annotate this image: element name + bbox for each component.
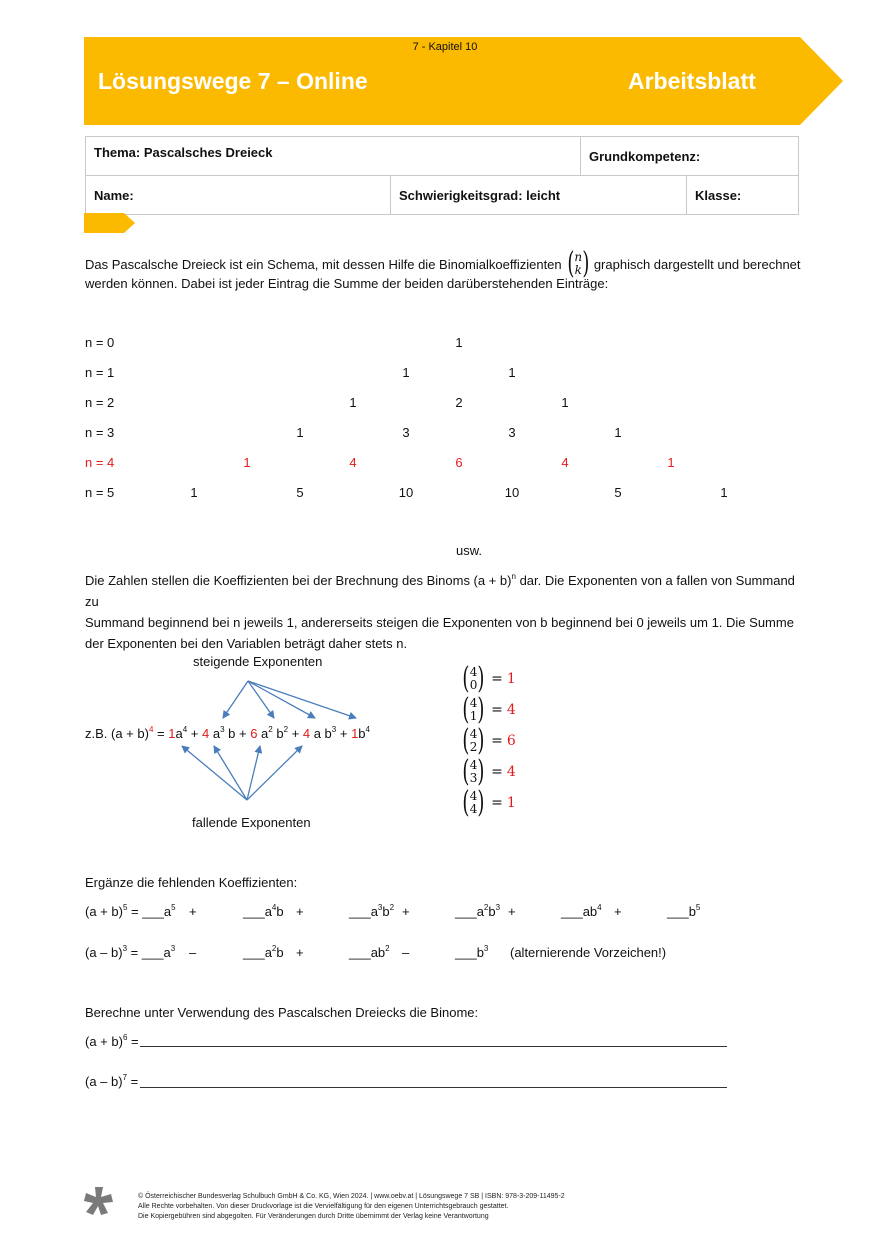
paren-right: ) [477,723,485,758]
etc-label: usw. [456,543,483,558]
triangle-entry: 2 [455,395,463,410]
name-cell: Name: [85,175,391,215]
topic-cell: Thema: Pascalsches Dreieck [85,136,581,176]
triangle-entry: 5 [614,485,622,500]
answer-line-1[interactable] [140,1046,727,1047]
footer-copyright: © Österreichischer Bundesverlag Schulbuch GmbH & Co. KG, Wien 2024. | www.oebv.at | Lösungswege 7 SB | ISBN: 978-3-209-11495-2 [138,1193,565,1200]
publisher-logo [84,1186,114,1216]
coef-0: 1 [168,726,176,741]
triangle-entry: 5 [296,485,304,500]
binom-stack [470,728,478,754]
triangle-entry: 1 [402,365,410,380]
ex1-row2-lhs: (a – b) [85,945,123,960]
triangle-row-label: n = 5 [85,485,115,500]
equals-sign: = [491,702,503,718]
coef-3: 4 [302,726,311,741]
binom-value: 1 [506,671,516,687]
paren-left: ( [462,723,470,758]
triangle-entry: 1 [561,395,569,410]
triangle-entry: 4 [561,455,569,470]
paren-left: ( [567,246,575,281]
triangle-entry: 10 [504,485,520,500]
paren-right: ) [477,661,485,696]
exercise1-row1: $(a + b)^5$ = $\_\_\_a^5$ [85,903,176,919]
ex1-row1-pow: 5 [122,903,128,912]
binom-stack [470,697,478,723]
intro-text-b: graphisch dargestellt und berechnet [593,256,801,272]
ex1-row1-lhs: (a + b) [85,904,123,919]
triangle-row-label: n = 0 [85,335,115,350]
triangle-entry: 1 [296,425,304,440]
triangle-entry: 6 [455,455,463,470]
alternating-sign-note: (alternierende Vorzeichen!) [510,945,667,960]
coef-1: 4 [202,726,210,741]
footer-fees: Die Kopiergebühren sind abgegolten. Für Veränderungen durch Dritte übernimmt der Verlag keine Verantwortung [138,1213,489,1220]
binom-k: 3 [469,771,478,785]
footer-rights: Alle Rechte vorbehalten. Von dieser Druckvorlage ist die Vervielfältigung für den eigenen Unterrichtsgebrauch gestattet. [138,1203,509,1210]
ex1-r2-blank-a2b[interactable]: $\_\_\_a^2b$ [243,944,284,960]
ex1-r2-blank-ab2[interactable]: $\_\_\_ab^2$ [349,944,390,960]
paren-left: ( [462,692,470,727]
ex1-r1-blank-b5[interactable]: $\_\_\_b^5$ [667,903,701,919]
triangle-row-label: n = 4 [85,455,115,470]
explanation-line-2: Summand beginnend bei n jeweils 1, andererseits steigen die Exponenten von b beginnend bei 0 jeweils um 1. Die Summe [85,615,794,630]
triangle-entry: 1 [349,395,357,410]
ex1-row2-pow: 3 [122,944,128,953]
answer-line-2[interactable] [140,1087,727,1088]
triangle-row-label: n = 1 [85,365,115,380]
intro-text-a: Das Pascalsche Dreieck ist ein Schema, mit dessen Hilfe die Binomialkoeffizienten [85,256,562,272]
competence-cell: Grundkompetenz: [580,136,799,176]
example-power: 4 [148,725,154,734]
ex1-r2-blank-b3[interactable]: $\_\_\_b^3$ [455,944,489,960]
binom-stack [470,666,478,692]
explanation-line-3: der Exponenten bei den Variablen beträgt daher stets n. [85,636,408,651]
class-cell: Klasse: [686,175,799,215]
triangle-row-label: n = 3 [85,425,115,440]
ex1-r2-minus-1: – [189,945,197,960]
rising-exponents-label: steigende Exponenten [193,654,323,669]
binom-n: 4 [469,789,478,803]
coef-2: 6 [250,726,258,741]
paren-right: ) [477,754,485,789]
triangle-entry: 1 [720,485,728,500]
ex1-r1-plus-3: + [402,904,410,919]
ex2-row2-pow: 7 [122,1073,128,1082]
binom-k: 4 [469,802,478,816]
binomial-coefficient [460,661,516,696]
triangle-entry: 4 [349,455,357,470]
equals-sign: = [491,733,503,749]
coef-4: 1 [351,726,359,741]
binom-n: 4 [469,696,478,710]
book-title: Lösungswege 7 – Online [98,68,368,94]
ex1-r1-plus-5: + [614,904,622,919]
binom-value: 4 [506,702,516,718]
ex1-r1-blank-a2b3[interactable]: $\_\_\_a^2b^3$ [455,903,501,919]
ex1-r1-plus-4: + [508,904,516,919]
intro-line-2: werden können. Dabei ist jeder Eintrag die Summe der beiden darüberstehenden Einträge: [85,276,609,291]
ex1-r1-blank-a3b2[interactable]: $\_\_\_a^3b^2$ [349,903,395,919]
binom-stack [470,790,478,816]
binomial-coefficient [460,692,516,727]
exercise1-row2: $(a - b)^3 = \_\_\_a^3$ [85,944,176,960]
expl-text-b: dar. Die Exponenten von a fallen von Summand zu [85,573,795,609]
triangle-entry: 1 [190,485,198,500]
triangle-entry: 1 [508,365,516,380]
ex1-r2-plus: + [296,945,304,960]
triangle-entry: 3 [508,425,516,440]
binomial-coefficient [460,723,516,758]
example-equation: z.B. $(a + b)^4 = 1a^4 + 4$ $a^3$ b + 6 $a^2$ $b^2 + 4$ a $b^3 + 1b^4$ [85,725,370,741]
binom-k: 0 [469,678,478,692]
falling-exponents-label: fallende Exponenten [192,815,311,830]
equals-sign: = [491,671,503,687]
triangle-row-label: n = 2 [85,395,115,410]
ex1-r1-blank-ab4[interactable]: $\_\_\_ab^4$ [561,903,602,919]
binom-top: n [574,250,583,264]
example-prefix: z.B. (a + b) [85,726,149,741]
paren-right: ) [477,692,485,727]
exercise2-instruction: Berechne unter Verwendung des Pascalschen Dreiecks die Binome: [85,1005,479,1020]
binom-value: 1 [506,795,516,811]
ex1-r2-minus-2: – [402,945,410,960]
equals-sign: = [491,795,503,811]
ex2-row2-lhs: (a – b) [85,1074,123,1089]
sheet-type: Arbeitsblatt [628,68,756,94]
triangle-entry: 1 [614,425,622,440]
binom-k: 2 [469,740,478,754]
binom-value: 6 [506,733,516,749]
paren-right: ) [477,785,485,820]
paren-right: ) [582,246,590,281]
ex1-r1-blank-a4b[interactable]: $\_\_\_a^4b$ [243,903,284,919]
ex1-r1-plus-2: + [296,904,304,919]
chapter-label: 7 - Kapitel 10 [412,41,478,53]
expl-text-a: Die Zahlen stellen die Koeffizienten bei der Brechnung des Binoms (a + b) [85,573,512,588]
binom-bottom: k [574,263,582,277]
binom-value: 4 [506,764,516,780]
exercise2-row1: $(a + b)^6$ = [85,1033,139,1049]
paren-left: ( [462,785,470,820]
equals-sign: = [491,764,503,780]
expl-sup: n [511,572,516,581]
ex2-row1-lhs: (a + b) [85,1034,123,1049]
binom-n: 4 [469,758,478,772]
ex2-row1-pow: 6 [122,1033,128,1042]
paren-left: ( [462,661,470,696]
paren-left: ( [462,754,470,789]
exercise2-row2: (a – b)$^7$ = [85,1073,139,1089]
ex1-r1-plus-1: + [189,904,197,919]
exercise1-instruction: Ergänze die fehlenden Koeffizienten: [85,875,298,890]
binom-n: 4 [469,727,478,741]
triangle-entry: 1 [667,455,675,470]
binom-stack [470,759,478,785]
triangle-entry: 3 [402,425,410,440]
binomial-coefficient [460,785,516,820]
triangle-entry: 1 [455,335,463,350]
triangle-entry: 1 [243,455,251,470]
binomial-coefficient [460,754,516,789]
difficulty-cell: Schwierigkeitsgrad: leicht [390,175,687,215]
binom-k: 1 [469,709,478,723]
binom-n: 4 [469,665,478,679]
triangle-entry: 10 [398,485,414,500]
